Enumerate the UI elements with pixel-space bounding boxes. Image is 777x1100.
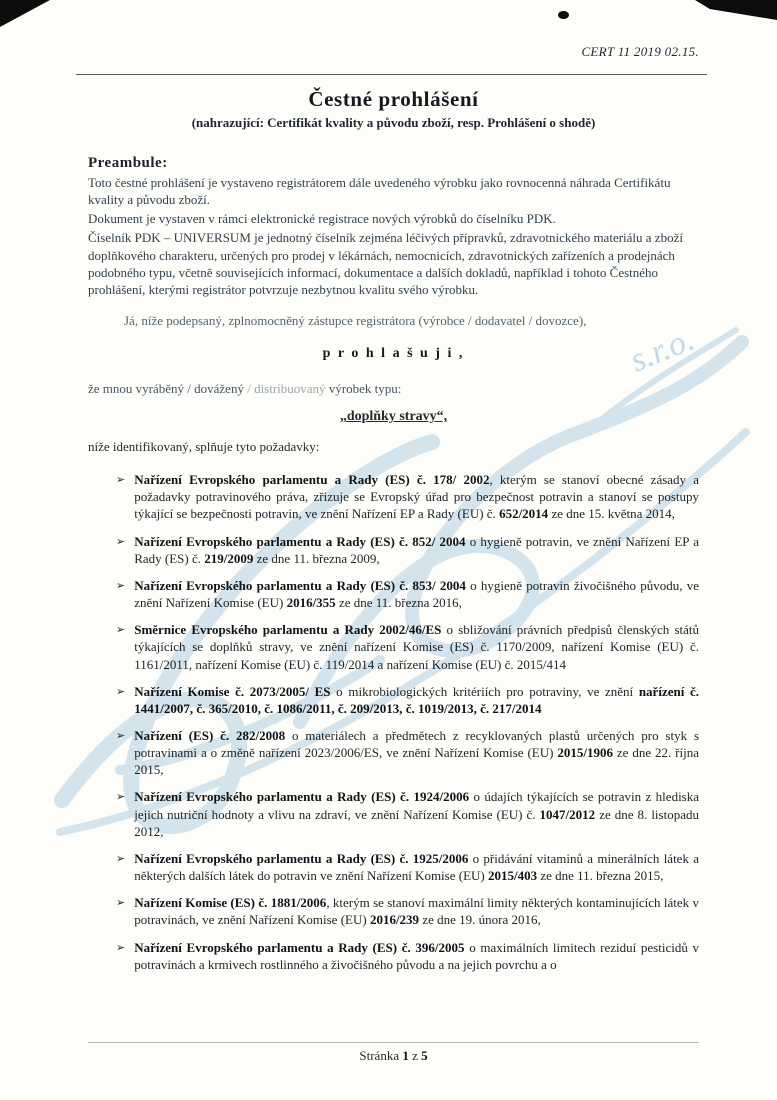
arrow-bullet-icon: ➢ (116, 578, 126, 592)
watermark-company-suffix: s.r.o. (625, 320, 700, 380)
text-segment: ze dne 11. března 2015, (537, 868, 664, 884)
bold-text-segment: Nařízení Komise č. 2073/2005/ ES (134, 683, 331, 699)
bold-text-segment: nařízení č. 1441/2007, č. 365/2010, č. 1086/2011, č. 209/2013, č. 1019/2013, č. 217/2014 (134, 683, 699, 716)
text-segment: o materiálech a předmětech z recyklovaných plastů určených pro styk s potravinami a o změně nařízení 2023/2006/ES, ve znění Nařízení Komise (EU) (134, 727, 699, 761)
bold-text-segment: 652/2014 (499, 506, 549, 522)
preamble-heading: Preambule: (88, 155, 168, 171)
text-segment: výrobek typu: (328, 381, 402, 397)
page-footer-text (359, 1048, 427, 1063)
text-segment: z (408, 1048, 422, 1063)
requirement-text (134, 939, 699, 973)
requirement-text (134, 788, 699, 839)
requirement-text (134, 471, 699, 522)
bold-text-segment: 2015/403 (487, 868, 538, 884)
requirements-intro: níže identifikovaný, splňuje tyto požadavky: (88, 439, 320, 455)
bold-text-segment: Nařízení Evropského parlamentu a Rady (ES) č. 1925/2006 (134, 850, 469, 866)
text-segment: o údajích týkajících se potravin z hlediska jejich nutriční hodnoty a vlivu na zdraví, ve znění Nařízení Komise (EU) č. (134, 789, 700, 822)
requirement-item (88, 939, 699, 973)
text-segment: , kterým se stanoví obecné zásady a požadavky potravinového práva, zřizuje se Evropský úřad pro bezpečnost potravin a stanoví se postupy týkající se bezpečnosti potravin, ve znění Nařízení EP a Rady (EU) č. (134, 472, 700, 522)
arrow-bullet-icon: ➢ (116, 940, 126, 954)
requirement-text (134, 894, 699, 928)
text-segment: o sbližování právních předpisů členských států týkajících se doplňků stravy, ve znění nařízení Komise (ES) č. 1170/2009, nařízení Komise (EU) č. 1161/2011, nařízení Komise (EU) č. 119/2014 a nařízení Komise (EU) č. 2015/414 (134, 622, 699, 672)
document-subtitle: (nahrazující: Certifikát kvality a původu zboží, resp. Prohlášení o shodě) (191, 115, 596, 130)
product-type: „doplňky stravy“, (339, 409, 448, 425)
bold-text-segment: 1 (402, 1048, 409, 1063)
bold-text-segment: Směrnice Evropského parlamentu a Rady 2002/46/ES (134, 622, 442, 638)
requirement-text (134, 621, 699, 672)
declaration-word: p r o h l a š u j i , (322, 346, 465, 362)
document-title: Čestné prohlášení (308, 87, 479, 111)
text-segment: ze dne 11. března 2009, (253, 550, 380, 566)
requirement-item (88, 577, 699, 611)
header-rule (76, 74, 707, 75)
bold-text-segment: 2015/1906 (557, 745, 613, 761)
bold-text-segment: Nařízení Evropského parlamentu a Rady (ES) č. 178/ 2002 (134, 472, 490, 488)
arrow-bullet-icon: ➢ (116, 790, 126, 804)
text-segment: , kterým se stanoví maximální limity některých kontaminujících látek v potravinách, ve znění Nařízení Komise (EU) (134, 895, 699, 928)
bold-text-segment: Nařízení Evropského parlamentu a Rady (ES) č. 396/2005 (134, 939, 465, 955)
arrow-bullet-icon: ➢ (116, 684, 126, 698)
requirement-text (134, 727, 699, 778)
requirement-item (88, 850, 699, 884)
requirement-item (88, 621, 699, 672)
text-segment: o maximálních limitech reziduí pesticidů v potravinách a krmivech rostlinného a živočišného původu a na jejich povrchu a o (134, 939, 700, 972)
bold-text-segment: 5 (421, 1048, 428, 1063)
product-intro (88, 381, 699, 397)
requirement-text (134, 683, 699, 717)
requirement-item (88, 533, 699, 567)
text-segment: ze dne 15. května 2014, (548, 506, 675, 522)
text-segment: o hygieně potravin, ve znění Nařízení EP a Rady (ES) č. (134, 533, 700, 566)
bold-text-segment: Nařízení Evropského parlamentu a Rady (ES) č. 1924/2006 (134, 789, 470, 805)
declarant-line: Já, níže podepsaný, zplnomocněný zástupce registrátora (výrobce / dodavatel / dovozce), (124, 313, 587, 329)
document-reference-code: CERT 11 2019 02.15. (581, 44, 699, 59)
page-footer (88, 1042, 699, 1064)
preamble-paragraphs (88, 174, 699, 298)
requirement-item (88, 788, 699, 839)
text-segment: o mikrobiologických kritériích pro potraviny, ve znění (330, 683, 639, 699)
arrow-bullet-icon: ➢ (116, 896, 126, 910)
bold-text-segment: 1047/2012 (539, 806, 596, 822)
requirement-text (134, 850, 699, 884)
arrow-bullet-icon: ➢ (116, 534, 126, 548)
preamble-paragraph: Číselník PDK – UNIVERSUM je jednotný číselník zejména léčivých přípravků, zdravotnického materiálu a zboží doplňkového charakteru, určených pro prodej v lékárnách, nemocnicích, zdravotnických zařízeních a prodejnách podobného typu, včetně souvisejících informací, dokumentace a dalších dokladů, například i tohoto Čestného prohlášení, kterými registrátor potvrzuje nezbytnou kvalitu svého výrobku. (88, 230, 683, 297)
requirement-item (88, 683, 699, 717)
bold-text-segment: Nařízení (ES) č. 282/2008 (134, 727, 286, 743)
bold-text-segment: 2016/355 (286, 595, 336, 611)
arrow-bullet-icon: ➢ (116, 473, 126, 487)
bold-text-segment: Nařízení Evropského parlamentu a Rady (ES) č. 852/ 2004 (134, 533, 466, 549)
requirement-item (88, 727, 699, 778)
text-segment: ze dne 8. listopadu 2012, (134, 806, 699, 839)
requirement-item (88, 471, 699, 522)
text-segment: ze dne 22. října 2015, (134, 745, 699, 778)
text-segment: ze dne 19. února 2016, (419, 912, 541, 928)
text-segment: o přidávání vitaminů a minerálních látek a některých dalších látek do potravin ve znění Nařízení Komise (EU) (134, 850, 700, 884)
scan-artifact-speck (558, 11, 569, 19)
text-segment: Stránka (359, 1048, 403, 1063)
requirement-text (134, 533, 699, 567)
preamble-paragraph: Dokument je vystaven v rámci elektronické registrace nových výrobků do číselníku PDK. (88, 211, 556, 227)
arrow-bullet-icon: ➢ (116, 728, 126, 742)
arrow-bullet-icon: ➢ (116, 623, 126, 637)
text-segment: ze dne 11. března 2016, (335, 595, 462, 611)
bold-text-segment: Nařízení Komise (ES) č. 1881/2006 (134, 895, 327, 911)
requirements-list (88, 471, 699, 973)
text-segment: o hygieně potravin živočišného původu, ve znění Nařízení Komise (EU) (134, 577, 699, 611)
bold-text-segment: 219/2009 (204, 550, 254, 566)
preamble-paragraph: Toto čestné prohlášení je vystaveno registrátorem dále uvedeného výrobku jako rovnocenná náhrada Certifikátu kvality a původu zboží. (88, 175, 671, 208)
requirement-item (88, 894, 699, 928)
arrow-bullet-icon: ➢ (116, 851, 126, 865)
bold-text-segment: 2016/239 (369, 912, 420, 928)
requirement-text (134, 577, 699, 611)
text-segment: že mnou vyráběný / dovážený (88, 381, 248, 397)
text-segment: / distribuovaný (247, 381, 329, 397)
bold-text-segment: Nařízení Evropského parlamentu a Rady (ES) č. 853/ 2004 (134, 577, 466, 593)
